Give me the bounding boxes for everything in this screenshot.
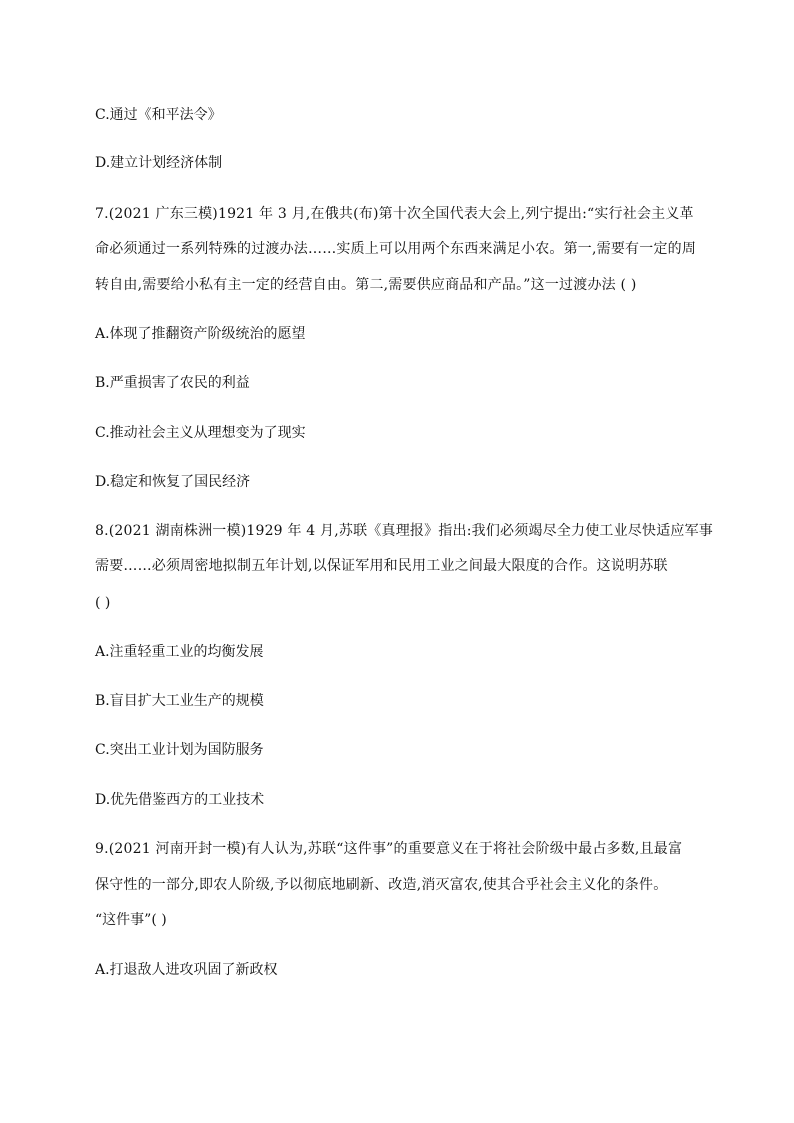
q7-option-c: C.推动社会主义从理想变为了现实 [95, 425, 306, 441]
q7-stem-line-3: 转自由,需要给小私有主一定的经营自由。第二,需要供应商品和产品。”这一过渡办法 ( ) [95, 277, 637, 293]
q9-stem-line-2: 保守性的一部分,即农人阶级,予以彻底地刷新、改造,消灭富农,使其合乎社会主义化的条件。 [95, 877, 668, 893]
q7-option-b: B.严重损害了农民的利益 [95, 375, 250, 391]
q8-option-b: B.盲目扩大工业生产的规模 [95, 693, 264, 709]
q8-stem-line-3: ( ) [95, 595, 111, 611]
q7-option-a: A.体现了推翻资产阶级统治的愿望 [95, 326, 306, 342]
q8-option-c: C.突出工业计划为国防服务 [95, 742, 264, 758]
q8-option-a: A.注重轻重工业的均衡发展 [95, 644, 264, 660]
q9-stem-line-3: “这件事”( ) [95, 912, 167, 928]
q8-option-d: D.优先借鉴西方的工业技术 [95, 792, 265, 808]
q7-option-d: D.稳定和恢复了国民经济 [95, 474, 251, 490]
q7-stem-line-2: 命必须通过一系列特殊的过渡办法……实质上可以用两个东西来满足小农。第一,需要有一定的周 [95, 241, 697, 257]
q6-option-c: C.通过《和平法令》 [95, 107, 222, 123]
q9-stem-line-1: 9.(2021 河南开封一模)有人认为,苏联“这件事”的重要意义在于将社会阶级中最占多数,且最富 [95, 841, 683, 857]
q7-stem-line-1: 7.(2021 广东三模)1921 年 3 月,在俄共(布)第十次全国代表大会上,列宁提出:“实行社会主义革 [95, 206, 694, 222]
q8-stem-line-2: 需要……必须周密地拟制五年计划,以保证军用和民用工业之间最大限度的合作。这说明苏联 [95, 558, 668, 574]
q9-option-a: A.打退敌人进攻巩固了新政权 [95, 962, 278, 978]
q8-stem-line-1: 8.(2021 湖南株洲一模)1929 年 4 月,苏联《真理报》指出:我们必须竭尽全力使工业尽快适应军事 [95, 523, 714, 539]
q6-option-d: D.建立计划经济体制 [95, 155, 223, 171]
